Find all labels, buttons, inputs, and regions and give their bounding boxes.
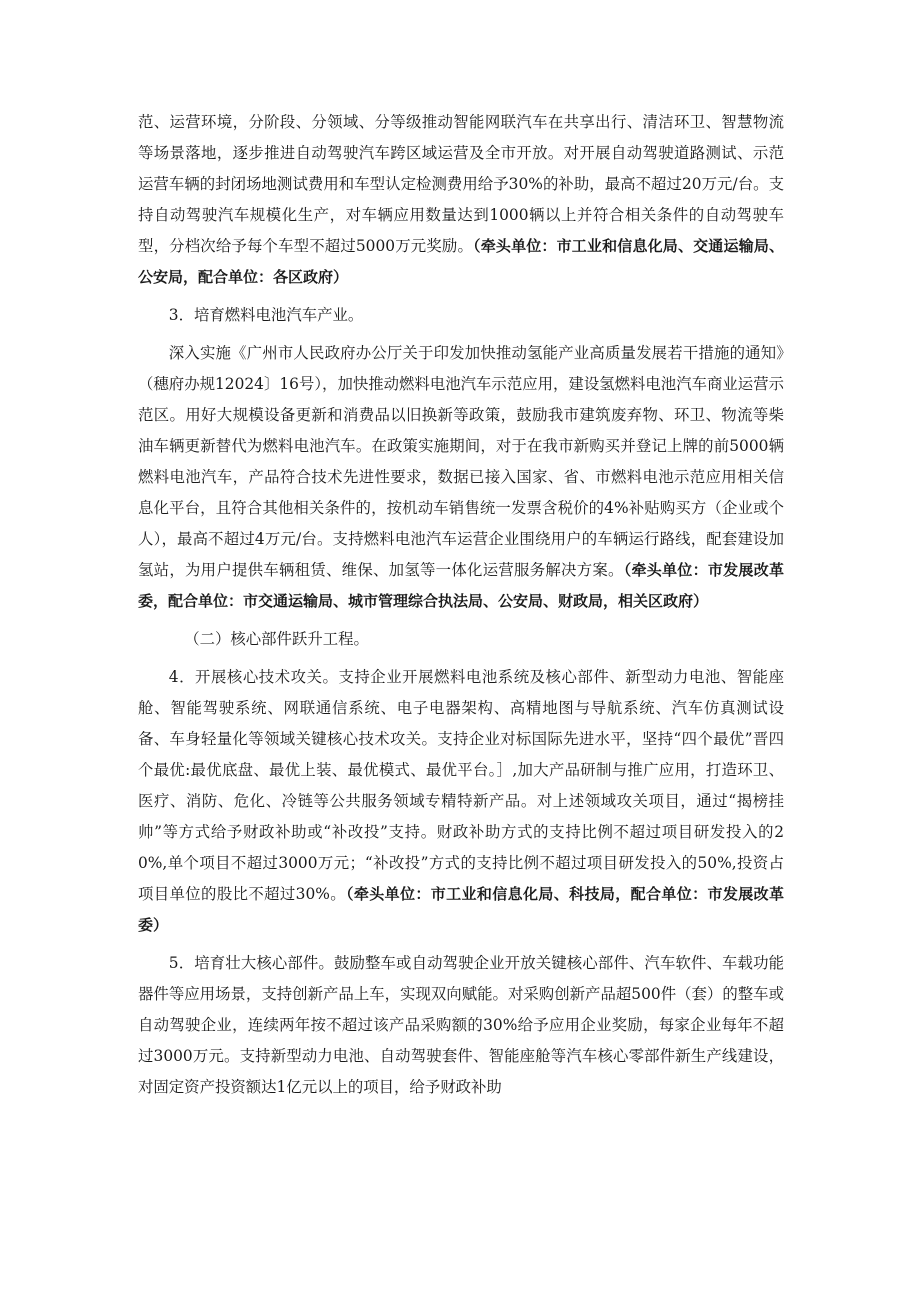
- paragraph-autonomous-driving: [138, 107, 784, 293]
- lead-unit-note: （牵头单位：市发展改革委，配合单位：市交通运输局、城市管理综合执法局、公安局、财政局，相关区政府）: [138, 561, 784, 610]
- paragraph-fuel-cell: [138, 338, 784, 617]
- paragraph-text: 4．开展核心技术攻关。支持企业开展燃料电池系统及核心部件、新型动力电池、智能座舱、智能驾驶系统、网联通信系统、电子电器架构、高精地图与导航系统、汽车仿真测试设备、车身轻量化等领域关键核心技术攻关。支持企业对标国际先进水平，坚持“四个最优”晋四个最优:最优底盘、最优上装、最优模式、最优平台。］,加大产品研制与推广应用，打造环卫、医疗、消防、危化、冷链等公共服务领域专精特新产品。对上述领域攻关项目，通过“揭榜挂帅”等方式给予财政补助或“补改投”支持。财政补助方式的支持比例不超过项目研发投入的20%,单个项目不超过3000万元；“补改投”方式的支持比例不超过项目研发投入的50%,投资占项目单位的股比不超过30%。: [138, 668, 784, 903]
- lead-unit-note: （牵头单位：市工业和信息化局、科技局，配合单位：市发展改革委）: [138, 885, 784, 934]
- paragraph-text: 范、运营环境，分阶段、分领域、分等级推动智能网联汽车在共享出行、清洁环卫、智慧物流等场景落地，逐步推进自动驾驶汽车跨区域运营及全市开放。对开展自动驾驶道路测试、示范运营车辆的封闭场地测试费用和车型认定检测费用给予30%的补助，最高不超过20万元/台。支持自动驾驶汽车规模化生产，对车辆应用数量达到1000辆以上并符合相关条件的自动驾驶车型，分档次给予每个车型不超过5000万元奖励。: [138, 113, 784, 255]
- heading-fuel-cell: 3．培育燃料电池汽车产业。: [168, 306, 364, 324]
- paragraph-core-tech: [138, 662, 784, 941]
- paragraph-text: 深入实施《广州市人民政府办公厅关于印发加快推动氢能产业高质量发展若干措施的通知》（穗府办规12024〕16号），加快推动燃料电池汽车示范应用，建设氢燃料电池汽车商业运营示范区。用好大规模设备更新和消费品以旧换新等政策，鼓励我市建筑废弃物、环卫、物流等柴油车辆更新替代为燃料电池汽车。在政策实施期间，对于在我市新购买并登记上牌的前5000辆燃料电池汽车，产品符合技术先进性要求，数据已接入国家、省、市燃料电池示范应用相关信息化平台，且符合其他相关条件的，按机动车销售统一发票含税价的4%补贴购买方（企业或个人），最高不超过4万元/台。支持燃料电池汽车运营企业围绕用户的车辆运行路线，配套建设加氢站，为用户提供车辆租赁、维保、加氢等一体化运营服务解决方案。: [138, 344, 784, 579]
- document-page: [138, 107, 784, 1103]
- section-heading-core-components: （二）核心部件跃升工程。: [184, 630, 369, 648]
- lead-unit-note: （牵头单位：市工业和信息化局、交通运输局、公安局，配合单位：各区政府）: [138, 237, 784, 286]
- paragraph-core-parts: 5．培育壮大核心部件。鼓励整车或自动驾驶企业开放关键核心部件、汽车软件、车载功能器件等应用场景，支持创新产品上车，实现双向赋能。对采购创新产品超500件（套）的整车或自动驾驶企业，连续两年按不超过该产品采购额的30%给予应用企业奖励，每家企业每年不超过3000万元。支持新型动力电池、自动驾驶套件、智能座舱等汽车核心零部件新生产线建设，对固定资产投资额达1亿元以上的项目，给予财政补助: [138, 954, 784, 1096]
